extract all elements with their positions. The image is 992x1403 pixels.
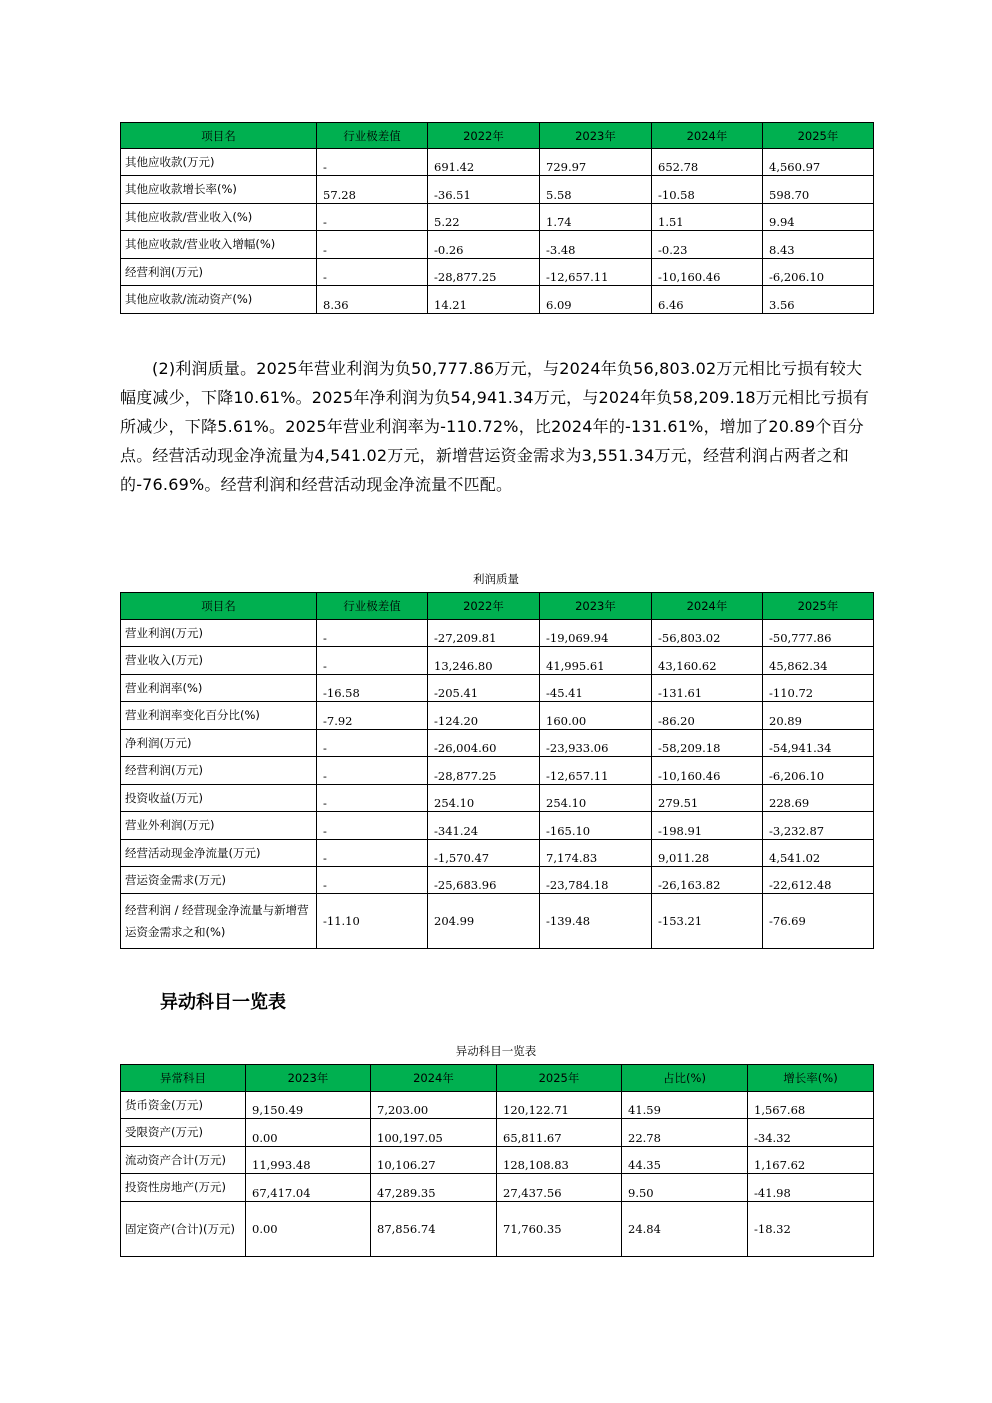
row-label-cell: 营业外利润(万元)	[121, 812, 317, 840]
table-cell: -131.61	[652, 675, 763, 702]
table-cell: -28,877.25	[428, 259, 540, 286]
table-row	[121, 1202, 874, 1257]
table-cell: 8.36	[317, 286, 428, 314]
table-cell: 228.69	[763, 785, 874, 812]
table-cell: -205.41	[428, 675, 540, 702]
table-cell: 6.09	[540, 286, 652, 314]
row-label-cell: 营业收入(万元)	[121, 647, 317, 675]
column-header: 2023年	[246, 1065, 371, 1092]
row-label-cell: 经营利润(万元)	[121, 259, 317, 286]
table-cell: 3.56	[763, 286, 874, 314]
profit-quality-table	[120, 592, 874, 949]
table-cell: 41.59	[622, 1092, 748, 1119]
column-header: 2024年	[652, 123, 763, 149]
table-row	[121, 894, 874, 949]
table-cell: 7,174.83	[540, 840, 652, 867]
table-cell: 45,862.34	[763, 647, 874, 675]
table-cell: -	[317, 840, 428, 867]
table-cell: 41,995.61	[540, 647, 652, 675]
table-cell: 120,122.71	[497, 1092, 622, 1119]
table-cell: -10,160.46	[652, 757, 763, 785]
table-cell: 652.78	[652, 149, 763, 176]
table-cell: -76.69	[763, 894, 874, 949]
row-label-cell: 营业利润(万元)	[121, 620, 317, 647]
table-header-row	[121, 593, 874, 620]
table-row	[121, 840, 874, 867]
table-cell: -	[317, 812, 428, 840]
table-cell: 57.28	[317, 176, 428, 204]
table-cell: 71,760.35	[497, 1202, 622, 1257]
column-header: 项目名	[121, 123, 317, 149]
table-cell: -50,777.86	[763, 620, 874, 647]
table-row	[121, 785, 874, 812]
column-header: 2022年	[428, 123, 540, 149]
row-label-cell: 经营利润 / 经营现金净流量与新增营运资金需求之和(%)	[121, 894, 317, 949]
table-cell: -	[317, 785, 428, 812]
table-row	[121, 675, 874, 702]
table-cell: 87,856.74	[371, 1202, 497, 1257]
table-cell: 14.21	[428, 286, 540, 314]
table-cell: 24.84	[622, 1202, 748, 1257]
table-cell: -16.58	[317, 675, 428, 702]
table-cell: -198.91	[652, 812, 763, 840]
table-cell: 254.10	[540, 785, 652, 812]
table-cell: 7,203.00	[371, 1092, 497, 1119]
table-cell: 22.78	[622, 1119, 748, 1147]
table-cell: -36.51	[428, 176, 540, 204]
table-cell: -153.21	[652, 894, 763, 949]
row-label-cell: 投资性房地产(万元)	[121, 1174, 246, 1202]
section-title: 异动科目一览表	[160, 992, 286, 1013]
row-label-cell: 货币资金(万元)	[121, 1092, 246, 1119]
table-cell: 1.51	[652, 204, 763, 231]
table-row	[121, 1092, 874, 1119]
table-cell: -6,206.10	[763, 259, 874, 286]
table-cell: 6.46	[652, 286, 763, 314]
column-header: 2025年	[763, 593, 874, 620]
table-cell: -45.41	[540, 675, 652, 702]
table-cell: -139.48	[540, 894, 652, 949]
row-label-cell: 其他应收款/营业收入增幅(%)	[121, 231, 317, 259]
table-cell: 27,437.56	[497, 1174, 622, 1202]
table-cell: -3.48	[540, 231, 652, 259]
table-cell: -	[317, 620, 428, 647]
table-cell: -22,612.48	[763, 867, 874, 894]
column-header: 2025年	[763, 123, 874, 149]
row-label-cell: 营业利润率变化百分比(%)	[121, 702, 317, 730]
row-label-cell: 其他应收款增长率(%)	[121, 176, 317, 204]
table-row	[121, 149, 874, 176]
table-cell: 100,197.05	[371, 1119, 497, 1147]
table-cell: -1,570.47	[428, 840, 540, 867]
table-cell: -	[317, 231, 428, 259]
row-label-cell: 营业利润率(%)	[121, 675, 317, 702]
table-cell: -0.26	[428, 231, 540, 259]
table-cell: 9.50	[622, 1174, 748, 1202]
other-receivables-table	[120, 122, 874, 314]
column-header: 异常科目	[121, 1065, 246, 1092]
table-cell: 8.43	[763, 231, 874, 259]
table-cell: 729.97	[540, 149, 652, 176]
table-cell: -110.72	[763, 675, 874, 702]
table-cell: 11,993.48	[246, 1147, 371, 1174]
table-cell: 9,150.49	[246, 1092, 371, 1119]
table-cell: -12,657.11	[540, 259, 652, 286]
table-cell: -	[317, 730, 428, 757]
table-cell: 5.58	[540, 176, 652, 204]
row-label-cell: 经营活动现金净流量(万元)	[121, 840, 317, 867]
column-header: 占比(%)	[622, 1065, 748, 1092]
table-row	[121, 757, 874, 785]
column-header: 行业极差值	[317, 593, 428, 620]
table-cell: -12,657.11	[540, 757, 652, 785]
table-cell: -124.20	[428, 702, 540, 730]
column-header: 2025年	[497, 1065, 622, 1092]
column-header: 增长率(%)	[748, 1065, 874, 1092]
row-label-cell: 其他应收款/流动资产(%)	[121, 286, 317, 314]
table-cell: -165.10	[540, 812, 652, 840]
table-cell: -26,163.82	[652, 867, 763, 894]
table-cell: 1,167.62	[748, 1147, 874, 1174]
row-label-cell: 经营利润(万元)	[121, 757, 317, 785]
table-cell: -18.32	[748, 1202, 874, 1257]
row-label-cell: 净利润(万元)	[121, 730, 317, 757]
profit-quality-paragraph: (2)利润质量。2025年营业利润为负50,777.86万元，与2024年负56,803.02万元相比亏损有较大幅度减少，下降10.61%。2025年净利润为负54,941.34万元，与2024年负58,209.18万元相比亏损有所减少，下降5.61%。2025年营业利润率为-110.72%，比2024年的-131.61%，增加了20.89个百分点。经营活动现金净流量为4,541.02万元，新增营运资金需求为3,551.34万元，经营利润占两者之和的-76.69%。经营利润和经营活动现金净流量不匹配。	[120, 359, 870, 494]
table-cell: 20.89	[763, 702, 874, 730]
table-cell: -41.98	[748, 1174, 874, 1202]
table-cell: 160.00	[540, 702, 652, 730]
table-row	[121, 1147, 874, 1174]
table-cell: -7.92	[317, 702, 428, 730]
table-cell: -	[317, 259, 428, 286]
row-label-cell: 其他应收款/营业收入(%)	[121, 204, 317, 231]
table-caption: 异动科目一览表	[455, 1044, 537, 1058]
table-cell: -25,683.96	[428, 867, 540, 894]
table-row	[121, 702, 874, 730]
table-header-row	[121, 123, 874, 149]
column-header: 项目名	[121, 593, 317, 620]
table-cell: 10,106.27	[371, 1147, 497, 1174]
table-cell: -	[317, 867, 428, 894]
table-row	[121, 204, 874, 231]
table-header-row	[121, 1065, 874, 1092]
table-cell: -	[317, 204, 428, 231]
table-cell: 0.00	[246, 1119, 371, 1147]
table-cell: -58,209.18	[652, 730, 763, 757]
table-cell: -86.20	[652, 702, 763, 730]
table-cell: -10.58	[652, 176, 763, 204]
table-cell: 65,811.67	[497, 1119, 622, 1147]
table-cell: -54,941.34	[763, 730, 874, 757]
abnormal-items-table	[120, 1064, 874, 1257]
row-label-cell: 投资收益(万元)	[121, 785, 317, 812]
table-cell: -56,803.02	[652, 620, 763, 647]
table-row	[121, 231, 874, 259]
row-label-cell: 营运资金需求(万元)	[121, 867, 317, 894]
table-cell: -23,933.06	[540, 730, 652, 757]
table-cell: -11.10	[317, 894, 428, 949]
row-label-cell: 固定资产(合计)(万元)	[121, 1202, 246, 1257]
table-cell: 1.74	[540, 204, 652, 231]
column-header: 2023年	[540, 593, 652, 620]
table-cell: 44.35	[622, 1147, 748, 1174]
table-cell: -341.24	[428, 812, 540, 840]
table-row	[121, 647, 874, 675]
table-cell: -23,784.18	[540, 867, 652, 894]
table-cell: 1,567.68	[748, 1092, 874, 1119]
table-cell: -26,004.60	[428, 730, 540, 757]
table-cell: 128,108.83	[497, 1147, 622, 1174]
table-cell: 67,417.04	[246, 1174, 371, 1202]
table-cell: 598.70	[763, 176, 874, 204]
table-cell: 279.51	[652, 785, 763, 812]
table-row	[121, 812, 874, 840]
table-row	[121, 620, 874, 647]
table-cell: -27,209.81	[428, 620, 540, 647]
table-row	[121, 1174, 874, 1202]
column-header: 2024年	[371, 1065, 497, 1092]
table-cell: 5.22	[428, 204, 540, 231]
table-cell: 43,160.62	[652, 647, 763, 675]
row-label-cell: 其他应收款(万元)	[121, 149, 317, 176]
row-label-cell: 受限资产(万元)	[121, 1119, 246, 1147]
table-cell: -3,232.87	[763, 812, 874, 840]
table-cell: -10,160.46	[652, 259, 763, 286]
table-cell: 47,289.35	[371, 1174, 497, 1202]
table-cell: -34.32	[748, 1119, 874, 1147]
table-cell: -	[317, 757, 428, 785]
table-cell: 691.42	[428, 149, 540, 176]
table-cell: 4,541.02	[763, 840, 874, 867]
column-header: 2023年	[540, 123, 652, 149]
table-cell: -	[317, 149, 428, 176]
table-row	[121, 286, 874, 314]
column-header: 2024年	[652, 593, 763, 620]
table-caption: 利润质量	[473, 572, 519, 586]
table-cell: 9,011.28	[652, 840, 763, 867]
table-cell: 204.99	[428, 894, 540, 949]
table-row	[121, 259, 874, 286]
column-header: 2022年	[428, 593, 540, 620]
table-row	[121, 730, 874, 757]
table-cell: 9.94	[763, 204, 874, 231]
table-cell: -19,069.94	[540, 620, 652, 647]
column-header: 行业极差值	[317, 123, 428, 149]
table-cell: -28,877.25	[428, 757, 540, 785]
table-cell: -6,206.10	[763, 757, 874, 785]
table-row	[121, 176, 874, 204]
table-cell: 0.00	[246, 1202, 371, 1257]
table-cell: -0.23	[652, 231, 763, 259]
table-row	[121, 1119, 874, 1147]
table-cell: 13,246.80	[428, 647, 540, 675]
table-cell: 4,560.97	[763, 149, 874, 176]
table-cell: -	[317, 647, 428, 675]
row-label-cell: 流动资产合计(万元)	[121, 1147, 246, 1174]
table-cell: 254.10	[428, 785, 540, 812]
table-row	[121, 867, 874, 894]
